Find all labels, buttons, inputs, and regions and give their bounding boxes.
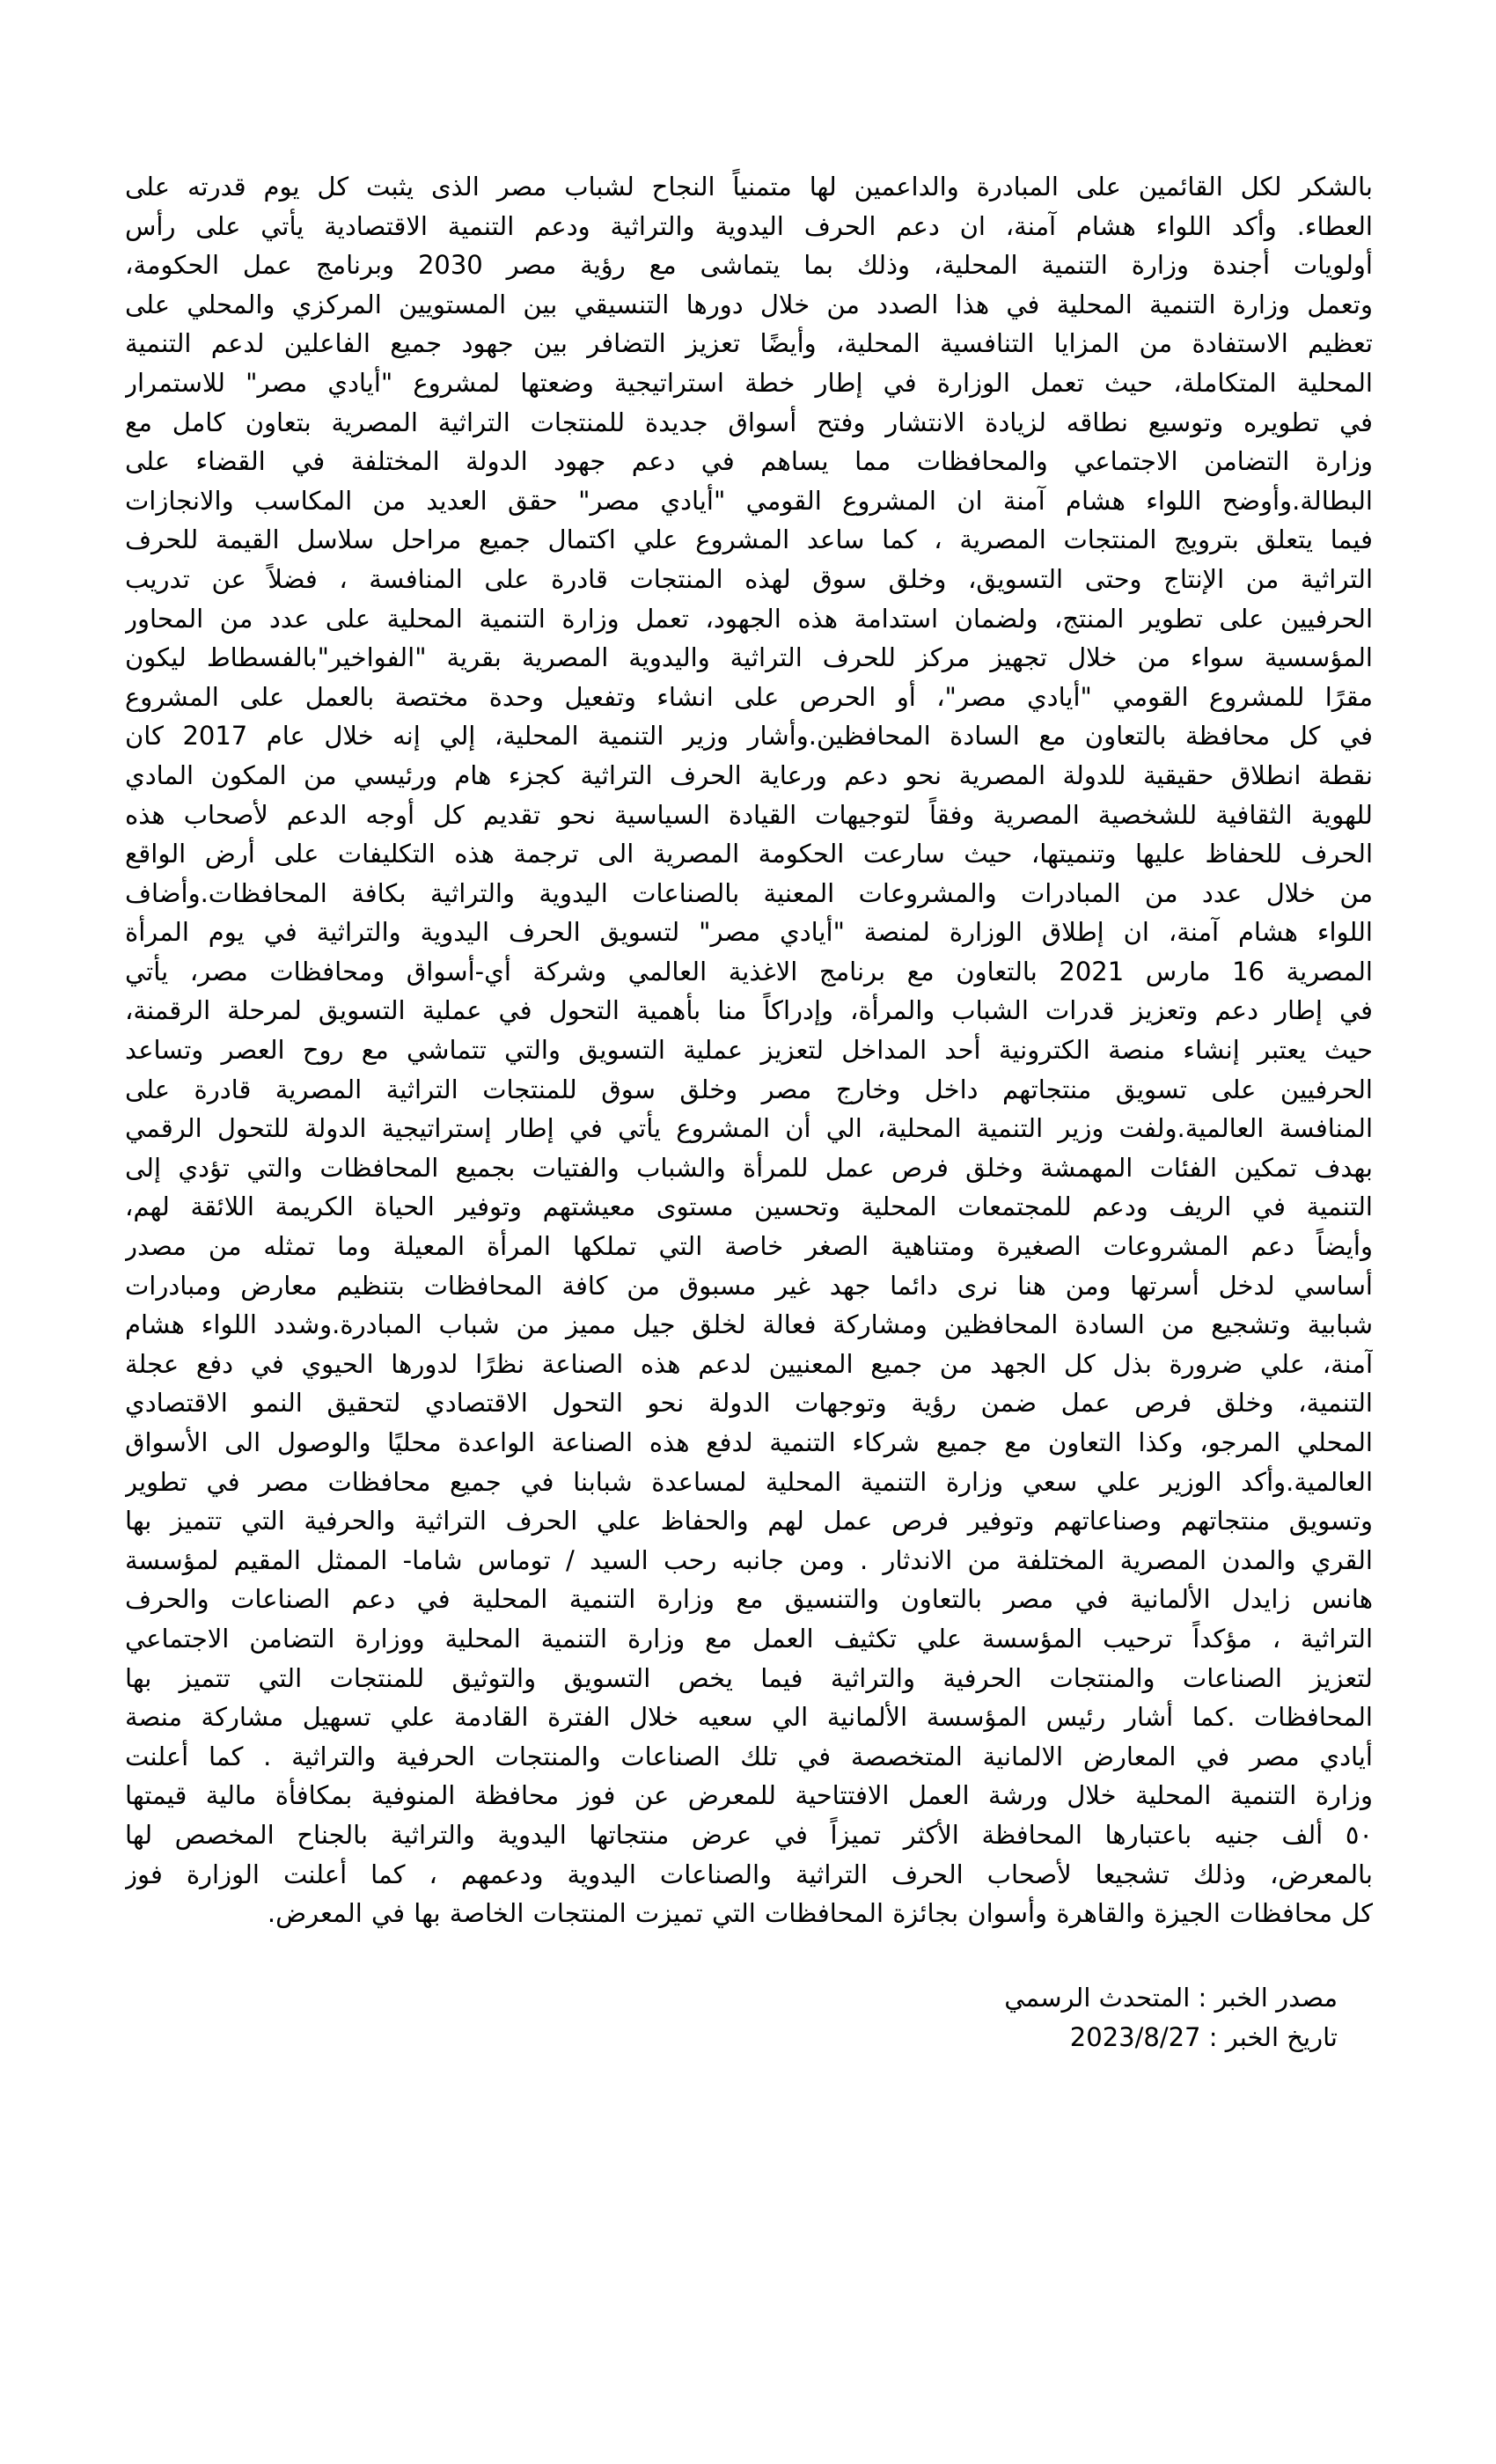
article-line: المصرية 16 مارس 2021 بالتعاون مع برنامج الاغذية العالمي وشركة أي-أسواق ومحافظات مصر، يأتي	[125, 956, 1373, 986]
news-date-line: تاريخ الخبر : 2023/8/27	[1069, 2022, 1338, 2052]
article-line: للهوية الثقافية للشخصية المصرية وفقاً لتوجيهات القيادة السياسية نحو تقديم كل أوجه الدعم لأصحاب هذه	[125, 799, 1373, 830]
article-line: كل محافظات الجيزة والقاهرة وأسوان بجائزة المحافظات التي تميزت المنتجات الخاصة بها في المعرض.	[267, 1898, 1373, 1929]
article-line: العطاء. وأكد اللواء هشام آمنة، ان دعم الحرف اليدوية والتراثية ودعم التنمية الاقتصادية يأتي على رأس	[125, 210, 1373, 241]
article-line: حيث يعتبر إنشاء منصة الكترونية أحد المداخل لتعزيز عملية التسويق والتي تتماشي مع روح العصر وتساعد	[125, 1035, 1373, 1066]
article-line: بالمعرض، وذلك تشجيعا لأصحاب الحرف التراثية والصناعات اليدوية ودعمهم ، كما أعلنت الوزارة فوز	[125, 1859, 1373, 1889]
article-line: وتعمل وزارة التنمية المحلية في هذا الصدد من خلال دورها التنسيقي بين المستويين المركزي والمحلي على	[125, 289, 1373, 319]
article-line: التنمية، وخلق فرص عمل ضمن رؤية وتوجهات الدولة نحو التحول الاقتصادي لتحقيق النمو الاقتصادي	[125, 1388, 1373, 1419]
article-line: في إطار دعم وتعزيز قدرات الشباب والمرأة، وإدراكاً منا بأهمية التحول في عملية التسويق لمرحلة الرقمنة،	[125, 995, 1373, 1026]
news-source-line: مصدر الخبر : المتحدث الرسمي	[1004, 1983, 1338, 2013]
article-line: شبابية وتشجيع من السادة المحافظين ومشاركة فعالة لخلق جيل مميز من شباب المبادرة.وشدد اللواء هشام	[125, 1309, 1373, 1340]
article-line: التراثية من الإنتاج وحتى التسويق، وخلق سوق لهذه المنتجات قادرة على المنافسة ، فضلاً عن تدريب	[125, 563, 1373, 594]
article-line: بالشكر لكل القائمين على المبادرة والداعمين لها متمنياً النجاح لشباب مصر الذى يثبت كل يوم قدرته على	[125, 172, 1373, 202]
article-line: في كل محافظة بالتعاون مع السادة المحافظين.وأشار وزير التنمية المحلية، إلي إنه خلال عام 2017 كان	[125, 721, 1373, 752]
article-line: القري والمدن المصرية المختلفة من الاندثار . ومن جانبه رحب السيد / توماس شاما- الممثل المقيم لمؤسسة	[125, 1544, 1373, 1575]
article-text	[125, 167, 1373, 1933]
article-line: فيما يتعلق بترويج المنتجات المصرية ، كما ساعد المشروع علي اكتمال جميع مراحل سلاسل القيمة للحرف	[125, 524, 1373, 555]
article-line: البطالة.وأوضح اللواء هشام آمنة ان المشروع القومي "أيادي مصر" حقق العديد من المكاسب والانجازات	[125, 485, 1373, 516]
article-line: المحلية المتكاملة، حيث تعمل الوزارة في إطار خطة استراتيجية وضعتها لمشروع "أيادي مصر" للاستمرار	[125, 367, 1373, 398]
article-line: بهدف تمكين الفئات المهمشة وخلق فرص عمل للمرأة والشباب والفتيات بجميع المحافظات والتي تؤدي إلى	[125, 1152, 1373, 1183]
article-line: اللواء هشام آمنة، ان إطلاق الوزارة لمنصة "أيادي مصر" لتسويق الحرف اليدوية والتراثية في يوم المرأة	[125, 917, 1373, 948]
article-line: هانس زايدل الألمانية في مصر بالتعاون والتنسيق مع وزارة التنمية المحلية في دعم الصناعات والحرف	[125, 1584, 1373, 1615]
article-line: العالمية.وأكد الوزير علي سعي وزارة التنمية المحلية لمساعدة شبابنا في جميع محافظات مصر في تطوير	[125, 1466, 1373, 1497]
article-line: وأيضاً دعم المشروعات الصغيرة ومتناهية الصغر خاصة التي تملكها المرأة المعيلة وما تمثله من مصدر	[125, 1231, 1373, 1262]
article-line: أولويات أجندة وزارة التنمية المحلية، وذلك بما يتماشى مع رؤية مصر 2030 وبرنامج عمل الحكومة،	[125, 250, 1373, 281]
article-line: المحلي المرجو، وكذا التعاون مع جميع شركاء التنمية لدفع هذه الصناعة الواعدة محليًا والوصول الى الأسواق	[125, 1427, 1373, 1457]
article-line: الحرفيين على تطوير المنتج، ولضمان استدامة هذه الجهود، تعمل وزارة التنمية المحلية على عدد من المحاور	[125, 603, 1373, 634]
article-line: أيادي مصر في المعارض الالمانية المتخصصة في تلك الصناعات والمنتجات الحرفية والتراثية . كما أعلنت	[125, 1741, 1373, 1771]
article-line: نقطة انطلاق حقيقية للدولة المصرية نحو دعم ورعاية الحرف التراثية كجزء هام ورئيسي من المكون المادي	[125, 759, 1373, 790]
article-line: الحرف للحفاظ عليها وتنميتها، حيث سارعت الحكومة المصرية الى ترجمة هذه التكليفات على أرض الواقع	[125, 839, 1373, 869]
article-line: من خلال عدد من المبادرات والمشروعات المعنية بالصناعات اليدوية والتراثية بكافة المحافظات.وأضاف	[125, 877, 1373, 908]
article-line: لتعزيز الصناعات والمنتجات الحرفية والتراثية فيما يخص التسويق والتوثيق للمنتجات التي تتميز بها	[125, 1662, 1373, 1693]
article-line: مقرًا للمشروع القومي "أيادي مصر"، أو الحرص على انشاء وتفعيل وحدة مختصة بالعمل على المشروع	[125, 681, 1373, 712]
article-line: تعظيم الاستفادة من المزايا التنافسية المحلية، وأيضًا تعزيز التضافر بين جهود جميع الفاعلين لدعم التنمية	[125, 328, 1373, 359]
article-line: ٥٠ ألف جنيه باعتبارها المحافظة الأكثر تميزاً في عرض منتجاتها اليدوية والتراثية بالجناح المخصص لها	[125, 1819, 1373, 1850]
article-line: المنافسة العالمية.ولفت وزير التنمية المحلية، الي أن المشروع يأتي في إطار إستراتيجية الدولة للتحول الرقمي	[125, 1113, 1373, 1144]
news-meta-footer	[125, 1978, 1338, 2057]
article-line: آمنة، علي ضرورة بذل كل الجهد من جميع المعنيين لدعم هذه الصناعة نظرًا لدورها الحيوي في دفع عجلة	[125, 1348, 1373, 1379]
article-line: التراثية ، مؤكداً ترحيب المؤسسة علي تكثيف العمل مع وزارة التنمية المحلية ووزارة التضامن الاجتماعي	[125, 1623, 1373, 1654]
article-line: في تطويره وتوسيع نطاقه لزيادة الانتشار وفتح أسواق جديدة للمنتجات التراثية المصرية بتعاون كامل مع	[125, 407, 1373, 437]
article-line: المحافظات .كما أشار رئيس المؤسسة الألمانية الي سعيه خلال الفترة القادمة علي تسهيل مشاركة منصة	[125, 1702, 1373, 1733]
article-line: وزارة التضامن الاجتماعي والمحافظات مما يساهم في دعم جهود الدولة المختلفة في القضاء على	[125, 446, 1373, 477]
article-line: وزارة التنمية المحلية خلال ورشة العمل الافتتاحية للمعرض عن فوز محافظة المنوفية بمكافأة مالية قيمتها	[125, 1780, 1373, 1811]
article-line: المؤسسية سواء من خلال تجهيز مركز للحرف التراثية واليدوية المصرية بقرية "الفواخير"بالفسطاط ليكون	[125, 642, 1373, 673]
article-line: الحرفيين على تسويق منتجاتهم داخل وخارج مصر وخلق سوق للمنتجات التراثية المصرية قادرة على	[125, 1074, 1373, 1104]
article-line: وتسويق منتجاتهم وصناعاتهم وتوفير فرص عمل لهم والحفاظ علي الحرف التراثية والحرفية التي تتميز بها	[125, 1506, 1373, 1536]
article-line: أساسي لدخل أسرتها ومن هنا نرى دائما جهد غير مسبوق من كافة المحافظات بتنظيم معارض ومبادرات	[125, 1270, 1373, 1301]
article-line: التنمية في الريف ودعم للمجتمعات المحلية وتحسين مستوى معيشتهم وتوفير الحياة الكريمة اللائقة لهم،	[125, 1192, 1373, 1222]
